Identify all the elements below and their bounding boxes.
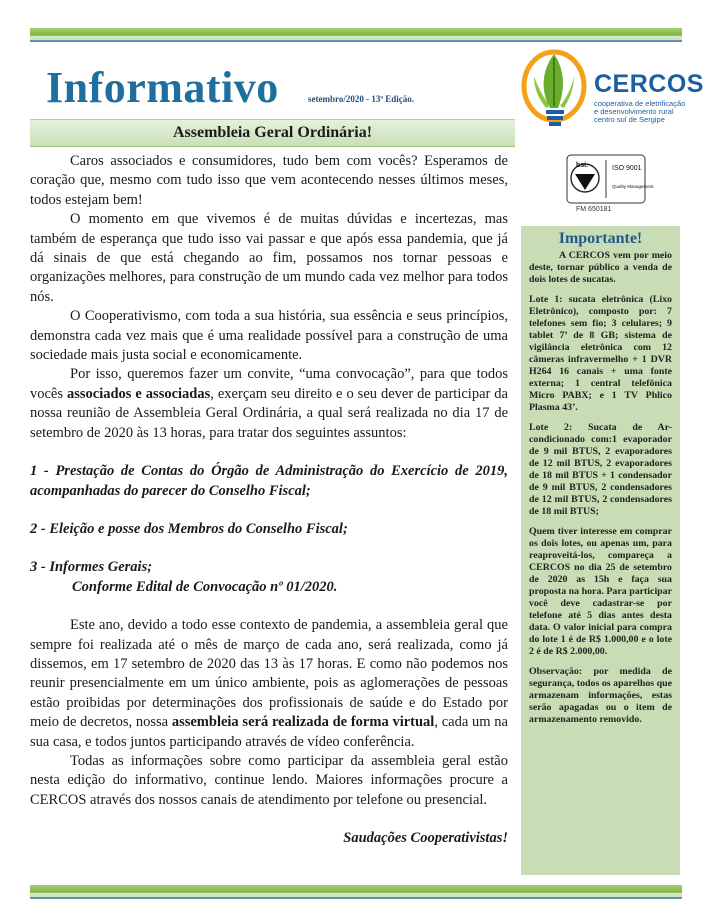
bold-emphasis: associados e associadas xyxy=(66,385,211,402)
banner-heading: Assembleia Geral Ordinária! xyxy=(172,124,373,141)
bsi-iso-icon xyxy=(566,154,654,206)
bold-emphasis: assembleia será realizada de forma virtual xyxy=(171,714,435,731)
article-paragraph: Por isso, queremos fazer um convite, “uma convocação”, para que todos vocês associados e associadas, exerçam seu direito e o seu dever de participar da nossa reunião de Assembleia Geral Ordinária, a qual será realizada no dia 17 de setembro de 2020 às 13 horas, para tratar dos seguintes assuntos: xyxy=(30,366,508,441)
quality-text: Quality Management xyxy=(612,184,654,189)
sidebar-lot-2: Lote 2: Sucata de Ar-condicionado com:1 evaporador de 9 mil BTUS, 2 evaporadores de 12 mil BTUS, 2 evaporadores de 18 mil BTUS + 1 condensador de 9 mil BTUS, 2 condensadores de 12 mil BTUS, 2 condensadores de 18 mil BTUS; xyxy=(529,422,672,517)
bsi-text: bsi. xyxy=(576,162,589,169)
sidebar-note: Observação: por medida de segurança, todos os aparelhos que armazenam informações, estas serão apagadas ou o item de armazenamento removido. xyxy=(529,666,672,725)
newsletter-title: Informativo xyxy=(46,63,279,112)
iso-text: ISO 9001 xyxy=(612,165,642,172)
sidebar-lot-1: Lote 1: sucata eletrônica (Lixo Eletrônico), composto por: 7 telefones sem fio; 3 celulares; 9 tablet 7’ de 8 GB; sistema de vigilância eletrônica com 12 câmeras infravermelho + 1 DVR H264 16 canais + uma fonte externa; 1 central telefônica Micro PABX; e 1 TV Phlico Plasma 43’. xyxy=(529,294,672,413)
article-paragraph: O Cooperativismo, com toda a sua história, sua essência e seus princípios, demonstra cada vez mais que é uma realidade possível para a construção de uma sociedade mais justa social e economicamente. xyxy=(30,308,508,364)
edition-label: setembro/2020 - 13ª Edição. xyxy=(308,94,415,104)
article-paragraph: Todas as informações sobre como participar da assembleia geral estão nesta edição do informativo, continue lendo. Maiores informações procure a CERCOS através dos nossos canais de atendimento por telefone ou presencial. xyxy=(30,752,508,808)
bsi-certification-badge xyxy=(566,154,654,218)
bottom-decorative-bar xyxy=(30,885,682,899)
certificate-number: FM 650181 xyxy=(576,206,612,213)
sidebar-heading: Importante! xyxy=(558,230,643,247)
sidebar-intro: A CERCOS vem por meio deste, tornar público a venda de dois lotes de sucatas. xyxy=(529,250,672,285)
agenda-item-2: 2 - Eleição e posse dos Membros do Conselho Fiscal; xyxy=(30,520,348,537)
article-paragraph: Caros associados e consumidores, tudo bem com vocês? Esperamos de coração que, mesmo com tudo isso que vem acontecendo nesses últimos meses, todos estejam bem! xyxy=(30,153,508,208)
top-decorative-bar xyxy=(30,28,682,42)
main-article xyxy=(30,152,508,849)
cercos-logo xyxy=(520,46,704,136)
article-paragraph: Este ano, devido a todo esse contexto de pandemia, a assembleia geral que sempre foi realizada até o mês de março de cada ano, será realizada, como já dissemos, em 17 setembro de 2020 das 13 às 17 horas. E como não podemos nos reunir presencialmente em um único ambiente, pois as aglomerações de pessoas estão proibidas por determinações dos profissionais de saúde e do Estado por meio de decretos, nossa assembleia será realizada de forma virtual, cada um na sua casa, e todos juntos participando através de vídeo conferência. xyxy=(30,617,508,750)
agenda-item-1: 1 - Prestação de Contas do Órgão de Administração do Exercício de 2019, acompanhadas do parecer do Conselho Fiscal; xyxy=(30,463,508,499)
edital-reference: Conforme Edital de Convocação nº 01/2020. xyxy=(72,578,338,595)
section-banner xyxy=(30,119,515,147)
agenda-item-3: 3 - Informes Gerais; xyxy=(30,559,153,576)
closing-signature: Saudações Cooperativistas! xyxy=(343,830,508,847)
sidebar-instructions: Quem tiver interesse em comprar os dois lotes, ou apenas um, para reaproveitá-los, compareça a CERCOS no dia 25 de setembro de 2020 as 15h e faça sua proposta na hora. Para participar você deve cadastrar-se por telefone até 5 dias antes desta data. O valor inicial para compra do lote 1 é de R$ 1.000,00 e o lote 2 é de R$ 2.000,00. xyxy=(529,526,672,657)
lightbulb-leaf-icon xyxy=(520,46,600,136)
logo-brand-name: CERCOS xyxy=(594,70,704,98)
logo-subtitle: cooperativa de eletrificação e desenvolvimento rural centro sul de Sergipe xyxy=(594,99,686,124)
important-sidebar xyxy=(521,226,680,875)
article-paragraph: O momento em que vivemos é de muitas dúvidas e incertezas, mas também de esperança que tudo isso vai passar e que após essa pandemia, que já dá sinais de que está chegando ao fim, possamos nos tornar pessoas e organizações melhores, para construção de um mundo cada vez melhor para todos nós. xyxy=(30,211,508,305)
